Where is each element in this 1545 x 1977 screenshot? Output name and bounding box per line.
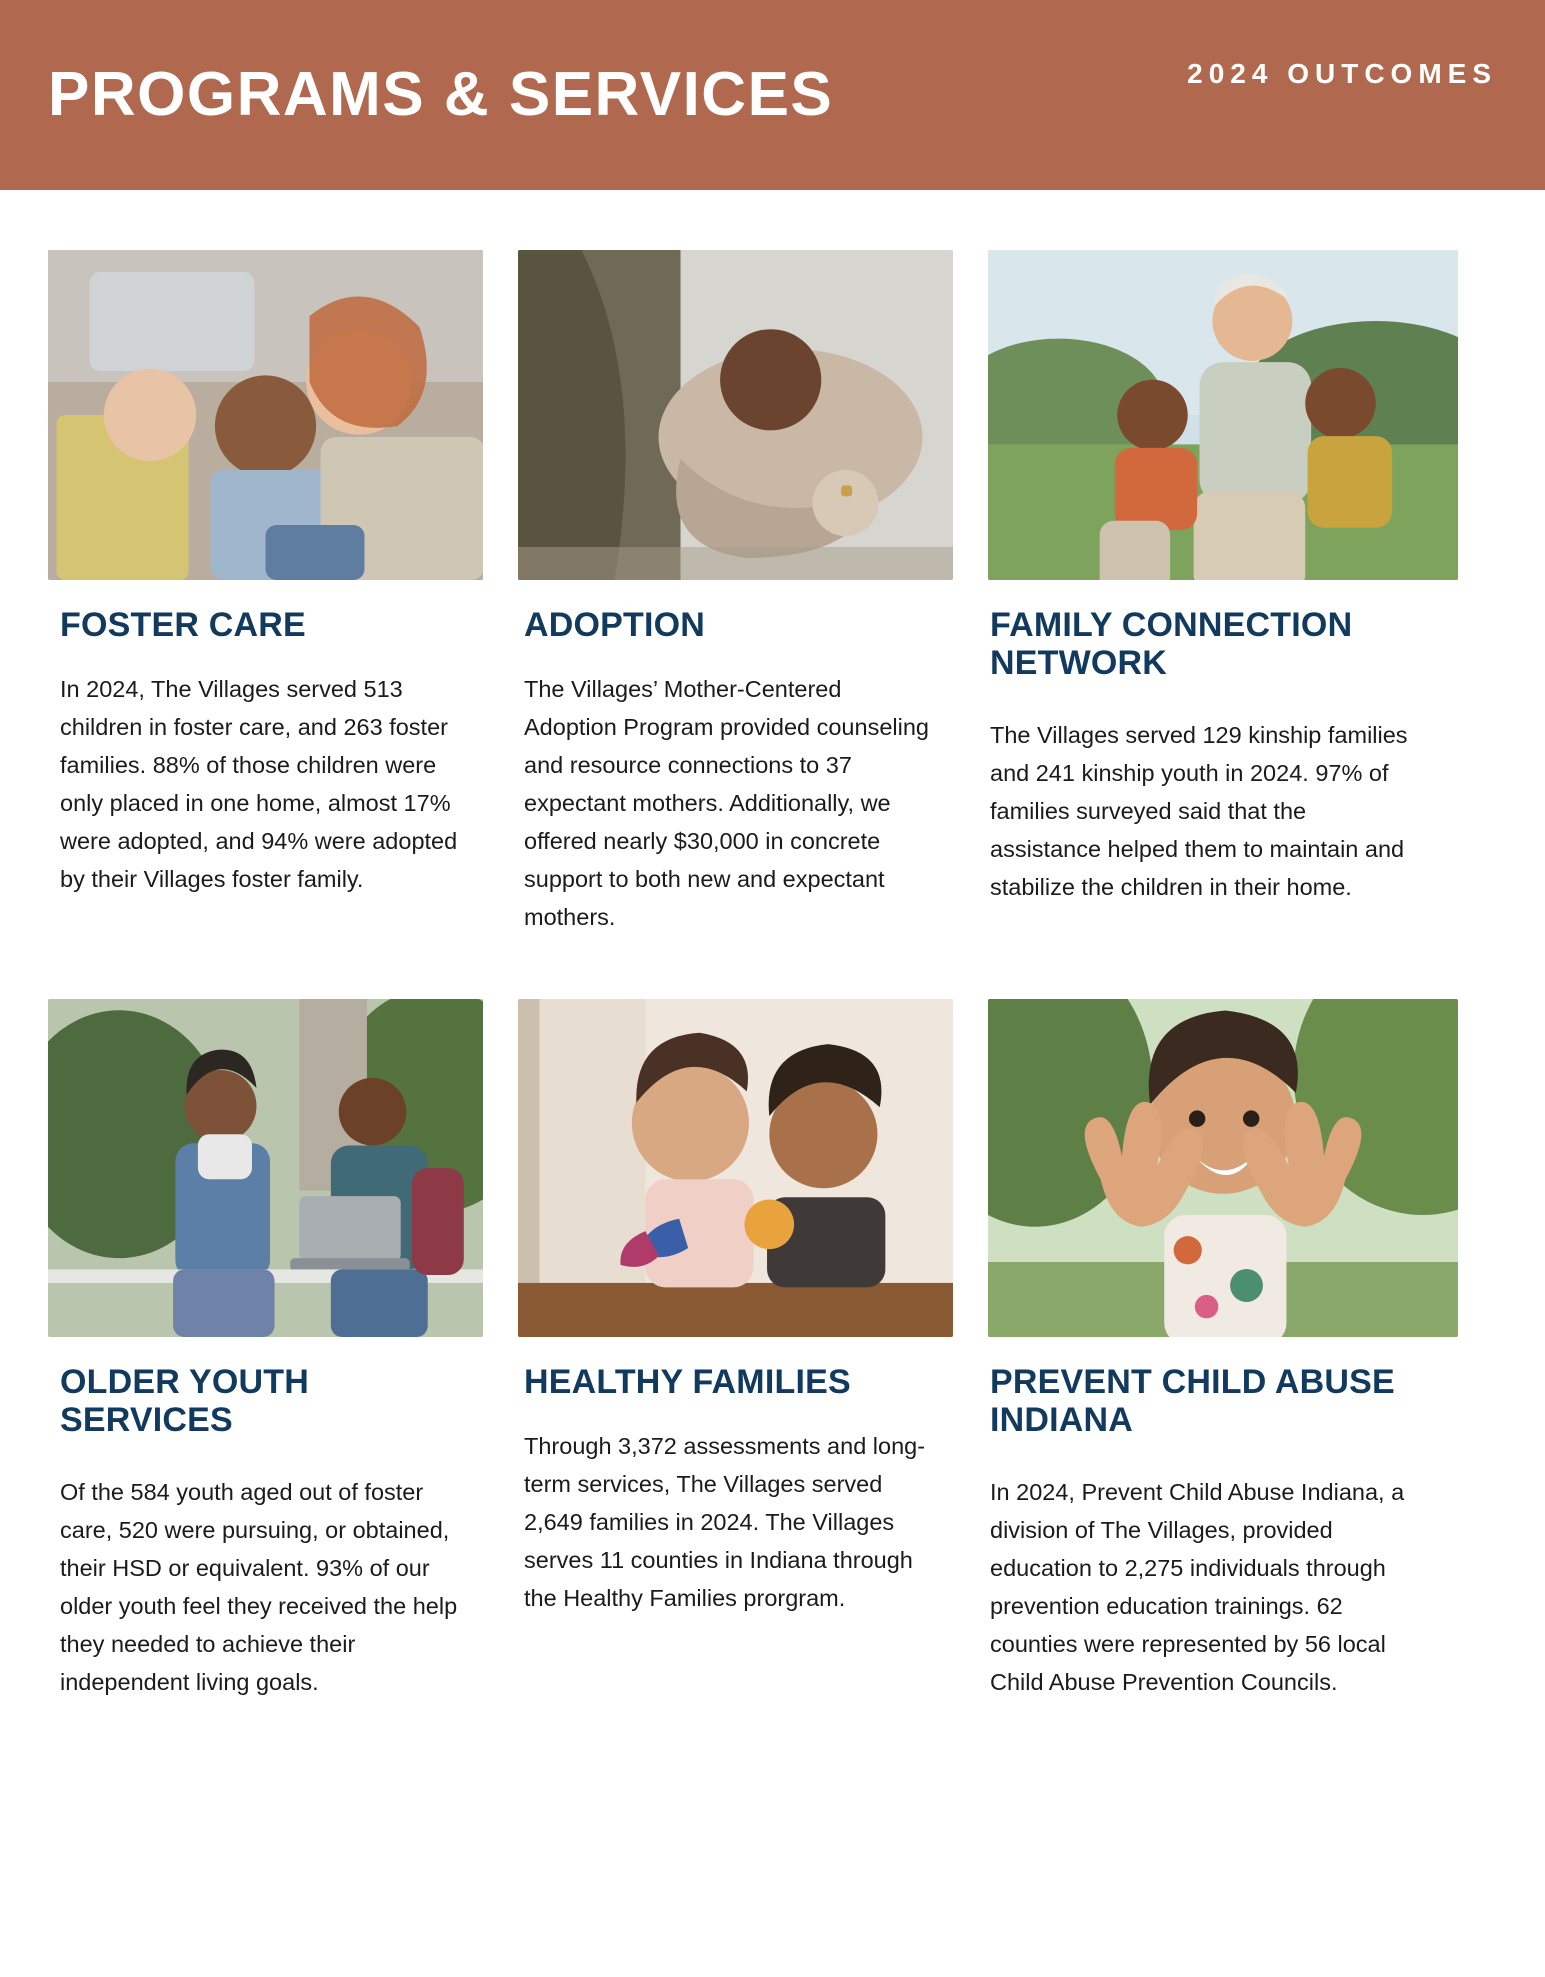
- programs-grid: [0, 190, 1545, 1701]
- program-card-foster-care: [48, 250, 483, 937]
- card-title: FOSTER CARE: [60, 606, 306, 644]
- adoption-photo: [518, 250, 953, 580]
- family-connection-network-photo: [988, 250, 1458, 580]
- program-card-adoption: [518, 250, 953, 937]
- card-title: PREVENT CHILD ABUSE INDIANA: [990, 1362, 1395, 1439]
- program-card-family-connection-network: [988, 250, 1458, 937]
- healthy-families-photo: [518, 999, 953, 1337]
- program-card-healthy-families: [518, 999, 953, 1701]
- page-header: [0, 0, 1545, 190]
- foster-care-photo: [48, 250, 483, 580]
- card-title: ADOPTION: [524, 606, 706, 644]
- older-youth-services-photo: [48, 999, 483, 1337]
- header-subtitle: 2024 OUTCOMES: [1187, 58, 1497, 89]
- card-body: The Villages’ Mother-Centered Adoption Program provided counseling and resource connections to 37 expectant mothers. Additionally, we offered nearly $30,000 in concrete support to both new and expectant mothers.: [524, 676, 929, 931]
- page-title: PROGRAMS & SERVICES: [48, 60, 834, 129]
- card-title: FAMILY CONNECTION NETWORK: [990, 606, 1353, 683]
- card-body: Of the 584 youth aged out of foster care, 520 were pursuing, or obtained, their HSD or equivalent. 93% of our older youth feel they received the help they needed to achieve their independent living goals.: [60, 1478, 458, 1695]
- program-card-prevent-child-abuse-indiana: [988, 999, 1458, 1701]
- card-title: OLDER YOUTH SERVICES: [60, 1362, 310, 1439]
- prevent-child-abuse-indiana-photo: [988, 999, 1458, 1337]
- card-body: In 2024, The Villages served 513 children in foster care, and 263 foster families. 88% of those children were only placed in one home, almost 17% were adopted, and 94% were adopted by their Villages foster family.: [60, 676, 458, 893]
- card-body: Through 3,372 assessments and long-term services, The Villages served 2,649 families in 2024. The Villages serves 11 counties in Indiana through the Healthy Families prorgram.: [524, 1432, 926, 1611]
- program-card-older-youth-services: [48, 999, 483, 1701]
- card-body: The Villages served 129 kinship families and 241 kinship youth in 2024. 97% of families surveyed said that the assistance helped them to maintain and stabilize the children in their home.: [990, 722, 1408, 901]
- card-body: In 2024, Prevent Child Abuse Indiana, a division of The Villages, provided education to 2,275 individuals through prevention education trainings. 62 counties were represented by 56 local Child Abuse Prevention Councils.: [990, 1478, 1405, 1695]
- card-title: HEALTHY FAMILIES: [524, 1362, 851, 1401]
